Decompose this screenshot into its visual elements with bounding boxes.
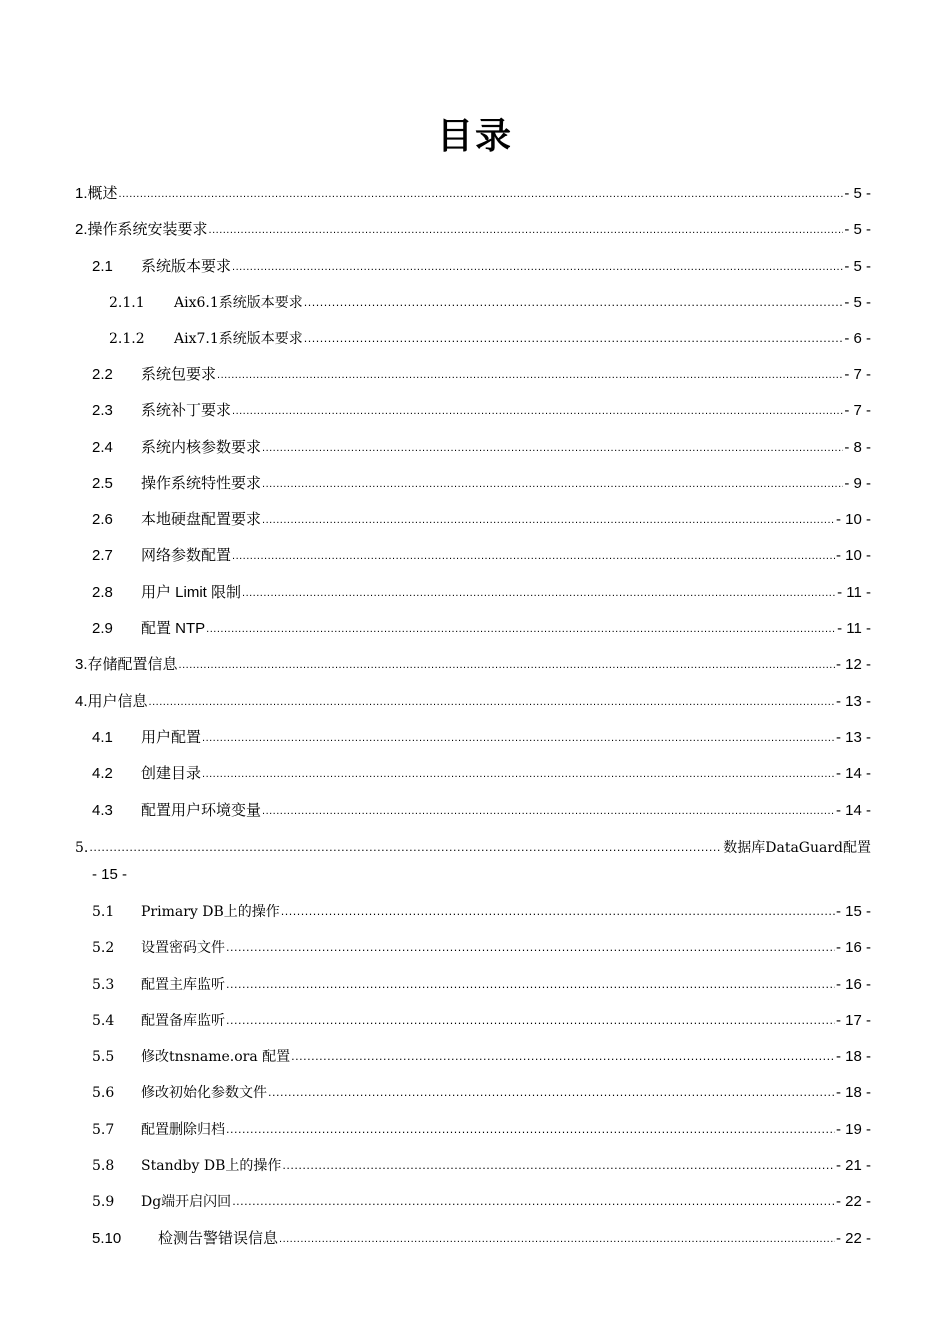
- toc-entry-number: 5.2: [92, 940, 115, 956]
- dot-leader: [268, 1085, 835, 1103]
- toc-entry-number: 4.1: [92, 729, 113, 746]
- toc-entry-label: 存储配置信息: [87, 656, 178, 673]
- toc-entry-label: 检测告警错误信息: [158, 1230, 279, 1247]
- toc-entry-number: 2.5: [92, 475, 113, 492]
- toc-entry[interactable]: [75, 688, 871, 712]
- toc-entry-page: - 5 -: [844, 294, 871, 311]
- dot-leader: [232, 548, 835, 566]
- dot-leader: [232, 1194, 835, 1212]
- toc-entry[interactable]: [92, 253, 871, 277]
- dot-leader: [202, 766, 835, 784]
- toc-entry[interactable]: [92, 1079, 871, 1103]
- toc-entry-number: 1.: [75, 185, 88, 202]
- dot-leader: [304, 295, 844, 313]
- dot-leader: [232, 403, 843, 421]
- toc-entry[interactable]: [92, 760, 871, 784]
- toc-entry-page: - 5 -: [844, 185, 871, 202]
- toc-entry-page: - 15 -: [92, 866, 128, 883]
- toc-entry-page: - 18 -: [835, 1048, 871, 1065]
- toc-entry-number: 4.: [75, 693, 88, 710]
- toc-entry-page: - 13 -: [835, 693, 871, 710]
- toc-entry[interactable]: [92, 615, 871, 639]
- dot-leader: [206, 621, 836, 639]
- toc-entry-page: - 13 -: [835, 729, 871, 746]
- toc-entry[interactable]: [92, 542, 871, 566]
- toc-entry-number: 2.6: [92, 511, 113, 528]
- toc-entry-label: 修改tnsname.ora 配置: [141, 1049, 291, 1065]
- toc-entry[interactable]: [92, 470, 871, 494]
- toc-entry-label: 创建目录: [141, 765, 202, 782]
- toc-entry-number: 2.1.1: [109, 295, 145, 311]
- toc-entry-page: - 11 -: [837, 620, 871, 637]
- toc-entry-label: 系统包要求: [141, 366, 217, 383]
- toc-entry-page: - 12 -: [835, 656, 871, 673]
- toc-entry-page: - 5 -: [844, 221, 871, 238]
- toc-entry[interactable]: [92, 797, 871, 821]
- toc-entry-label: Primary DB上的操作: [141, 904, 280, 920]
- dot-leader: [149, 694, 835, 712]
- toc-entry-label: 设置密码文件: [141, 940, 225, 956]
- toc-entry-label: 配置用户环境变量: [141, 802, 262, 819]
- toc-entry-number: 5.1: [92, 904, 115, 920]
- toc-entry-number: 2.4: [92, 439, 113, 456]
- toc-entry-page: - 14 -: [835, 765, 871, 782]
- toc-entry-number: 2.8: [92, 584, 113, 601]
- toc-entry-page: - 22 -: [835, 1230, 871, 1247]
- toc-entry-number: 5.6: [92, 1085, 115, 1101]
- toc-entry-page: - 16 -: [835, 976, 871, 993]
- toc-entry-page: - 6 -: [844, 330, 871, 347]
- dot-leader: [291, 1049, 835, 1067]
- toc-entry-number: 2.2: [92, 366, 113, 383]
- toc-entry-label: 配置备库监听: [141, 1013, 225, 1029]
- toc-entry[interactable]: [92, 1007, 871, 1031]
- toc-entry-label: 用户 Limit 限制: [141, 584, 242, 601]
- toc-entry-label: 用户配置: [141, 729, 202, 746]
- toc-entry-label: 系统内核参数要求: [141, 439, 262, 456]
- toc-entry-label: 本地硬盘配置要求: [141, 511, 262, 528]
- toc-entry[interactable]: [109, 325, 871, 349]
- toc-entry-page: - 21 -: [835, 1157, 871, 1174]
- toc-entry-page: - 5 -: [844, 258, 871, 275]
- toc-entry[interactable]: [75, 180, 871, 204]
- toc-entry[interactable]: [75, 651, 871, 675]
- toc-entry-label: 配置主库监听: [141, 977, 225, 993]
- toc-entry-label: 操作系统特性要求: [141, 475, 262, 492]
- toc-entry[interactable]: [75, 834, 871, 858]
- toc-entry-number: 5.4: [92, 1013, 115, 1029]
- toc-entry[interactable]: [92, 971, 871, 995]
- toc-entry-number: 2.: [75, 221, 88, 238]
- toc-entry-number: 2.7: [92, 547, 113, 564]
- toc-entry[interactable]: [92, 724, 871, 748]
- toc-entry-label: 网络参数配置: [141, 547, 232, 564]
- toc-entry-label: 配置删除归档: [141, 1122, 225, 1138]
- dot-leader: [226, 1013, 835, 1031]
- toc-entry-page: - 7 -: [844, 366, 871, 383]
- toc-entry-label: 系统补丁要求: [141, 402, 232, 419]
- dot-leader: [179, 657, 835, 675]
- toc-entry-page: - 17 -: [835, 1012, 871, 1029]
- dot-leader: [119, 186, 844, 204]
- toc-entry-page: - 11 -: [837, 584, 871, 601]
- dot-leader: [281, 904, 835, 922]
- toc-entry-label: Dg端开启闪回: [141, 1194, 232, 1210]
- toc-entry-number: 2.1.2: [109, 331, 145, 347]
- toc-entry-page: - 14 -: [835, 802, 871, 819]
- toc-entry[interactable]: [109, 289, 871, 313]
- toc-entry-label: Aix6.1系统版本要求: [174, 295, 303, 311]
- dot-leader: [232, 259, 843, 277]
- toc-entry[interactable]: [92, 1188, 871, 1212]
- toc-entry-label: 操作系统安装要求: [87, 221, 208, 238]
- toc-entry-label: 概述: [87, 185, 118, 202]
- toc-entry-number: 5.10: [92, 1230, 122, 1247]
- dot-leader: [202, 730, 835, 748]
- toc-entry[interactable]: [92, 934, 871, 958]
- toc-entry[interactable]: [92, 1225, 871, 1249]
- dot-leader: [262, 512, 835, 530]
- toc-entry-number: 5.5: [92, 1049, 115, 1065]
- toc-entry-label: 配置 NTP: [141, 620, 206, 637]
- toc-entry-page: - 16 -: [835, 939, 871, 956]
- toc-entry-page: - 15 -: [835, 903, 871, 920]
- toc-entry-number: 5.7: [92, 1122, 115, 1138]
- toc-entry-page: - 18 -: [835, 1084, 871, 1101]
- toc-entry[interactable]: [92, 579, 871, 603]
- toc-entry[interactable]: [92, 434, 871, 458]
- toc-entry[interactable]: [92, 1116, 871, 1140]
- toc-entry-label: Aix7.1系统版本要求: [174, 331, 303, 347]
- dot-leader: [226, 977, 835, 995]
- dot-leader: [262, 476, 843, 494]
- dot-leader: [209, 222, 844, 240]
- toc-entry[interactable]: [92, 1152, 871, 1176]
- dot-leader: [242, 585, 836, 603]
- toc-entry-label: 系统版本要求: [141, 258, 232, 275]
- toc-entry-page: - 19 -: [835, 1121, 871, 1138]
- toc-entry-page: - 22 -: [835, 1193, 871, 1210]
- dot-leader: [217, 367, 843, 385]
- toc-entry-page: - 8 -: [844, 439, 871, 456]
- dot-leader: [304, 331, 844, 349]
- dot-leader: [262, 803, 835, 821]
- dot-leader: [262, 440, 843, 458]
- toc-entry-number: 5.9: [92, 1194, 115, 1210]
- toc-entry-number: 5.8: [92, 1158, 115, 1174]
- toc-entry-number: 2.9: [92, 620, 113, 637]
- toc-entry-label: 用户信息: [87, 693, 148, 710]
- toc-entry-page: - 10 -: [835, 547, 871, 564]
- toc-entry-number: 4.3: [92, 802, 113, 819]
- toc-entry-page: - 9 -: [844, 475, 871, 492]
- toc-entry-page: - 10 -: [835, 511, 871, 528]
- dot-leader: [279, 1231, 835, 1249]
- toc-entry[interactable]: [75, 216, 871, 240]
- toc-entry[interactable]: [92, 1043, 871, 1067]
- toc-title: 目录: [436, 116, 513, 157]
- toc-entry[interactable]: [92, 506, 871, 530]
- toc-entry-label: 数据库DataGuard配置: [723, 840, 871, 856]
- toc-entry-number: 4.2: [92, 765, 113, 782]
- toc-entry-label: Standby DB上的操作: [141, 1158, 282, 1174]
- toc-entry-number: 3.: [75, 656, 88, 673]
- toc-entry[interactable]: [92, 397, 871, 421]
- toc-entry[interactable]: [92, 361, 871, 385]
- dot-leader: [282, 1158, 835, 1176]
- toc-entry-number: 2.1: [92, 258, 113, 275]
- toc-entry-page: - 7 -: [844, 402, 871, 419]
- dot-leader: [89, 840, 722, 858]
- toc-entry-number: 5.3: [92, 977, 115, 993]
- dot-leader: [226, 940, 835, 958]
- dot-leader: [226, 1122, 835, 1140]
- toc-entry-label: 修改初始化参数文件: [141, 1085, 267, 1101]
- toc-entry[interactable]: [92, 898, 871, 922]
- toc-entry-number: 5.: [75, 840, 89, 856]
- toc-entry-number: 2.3: [92, 402, 113, 419]
